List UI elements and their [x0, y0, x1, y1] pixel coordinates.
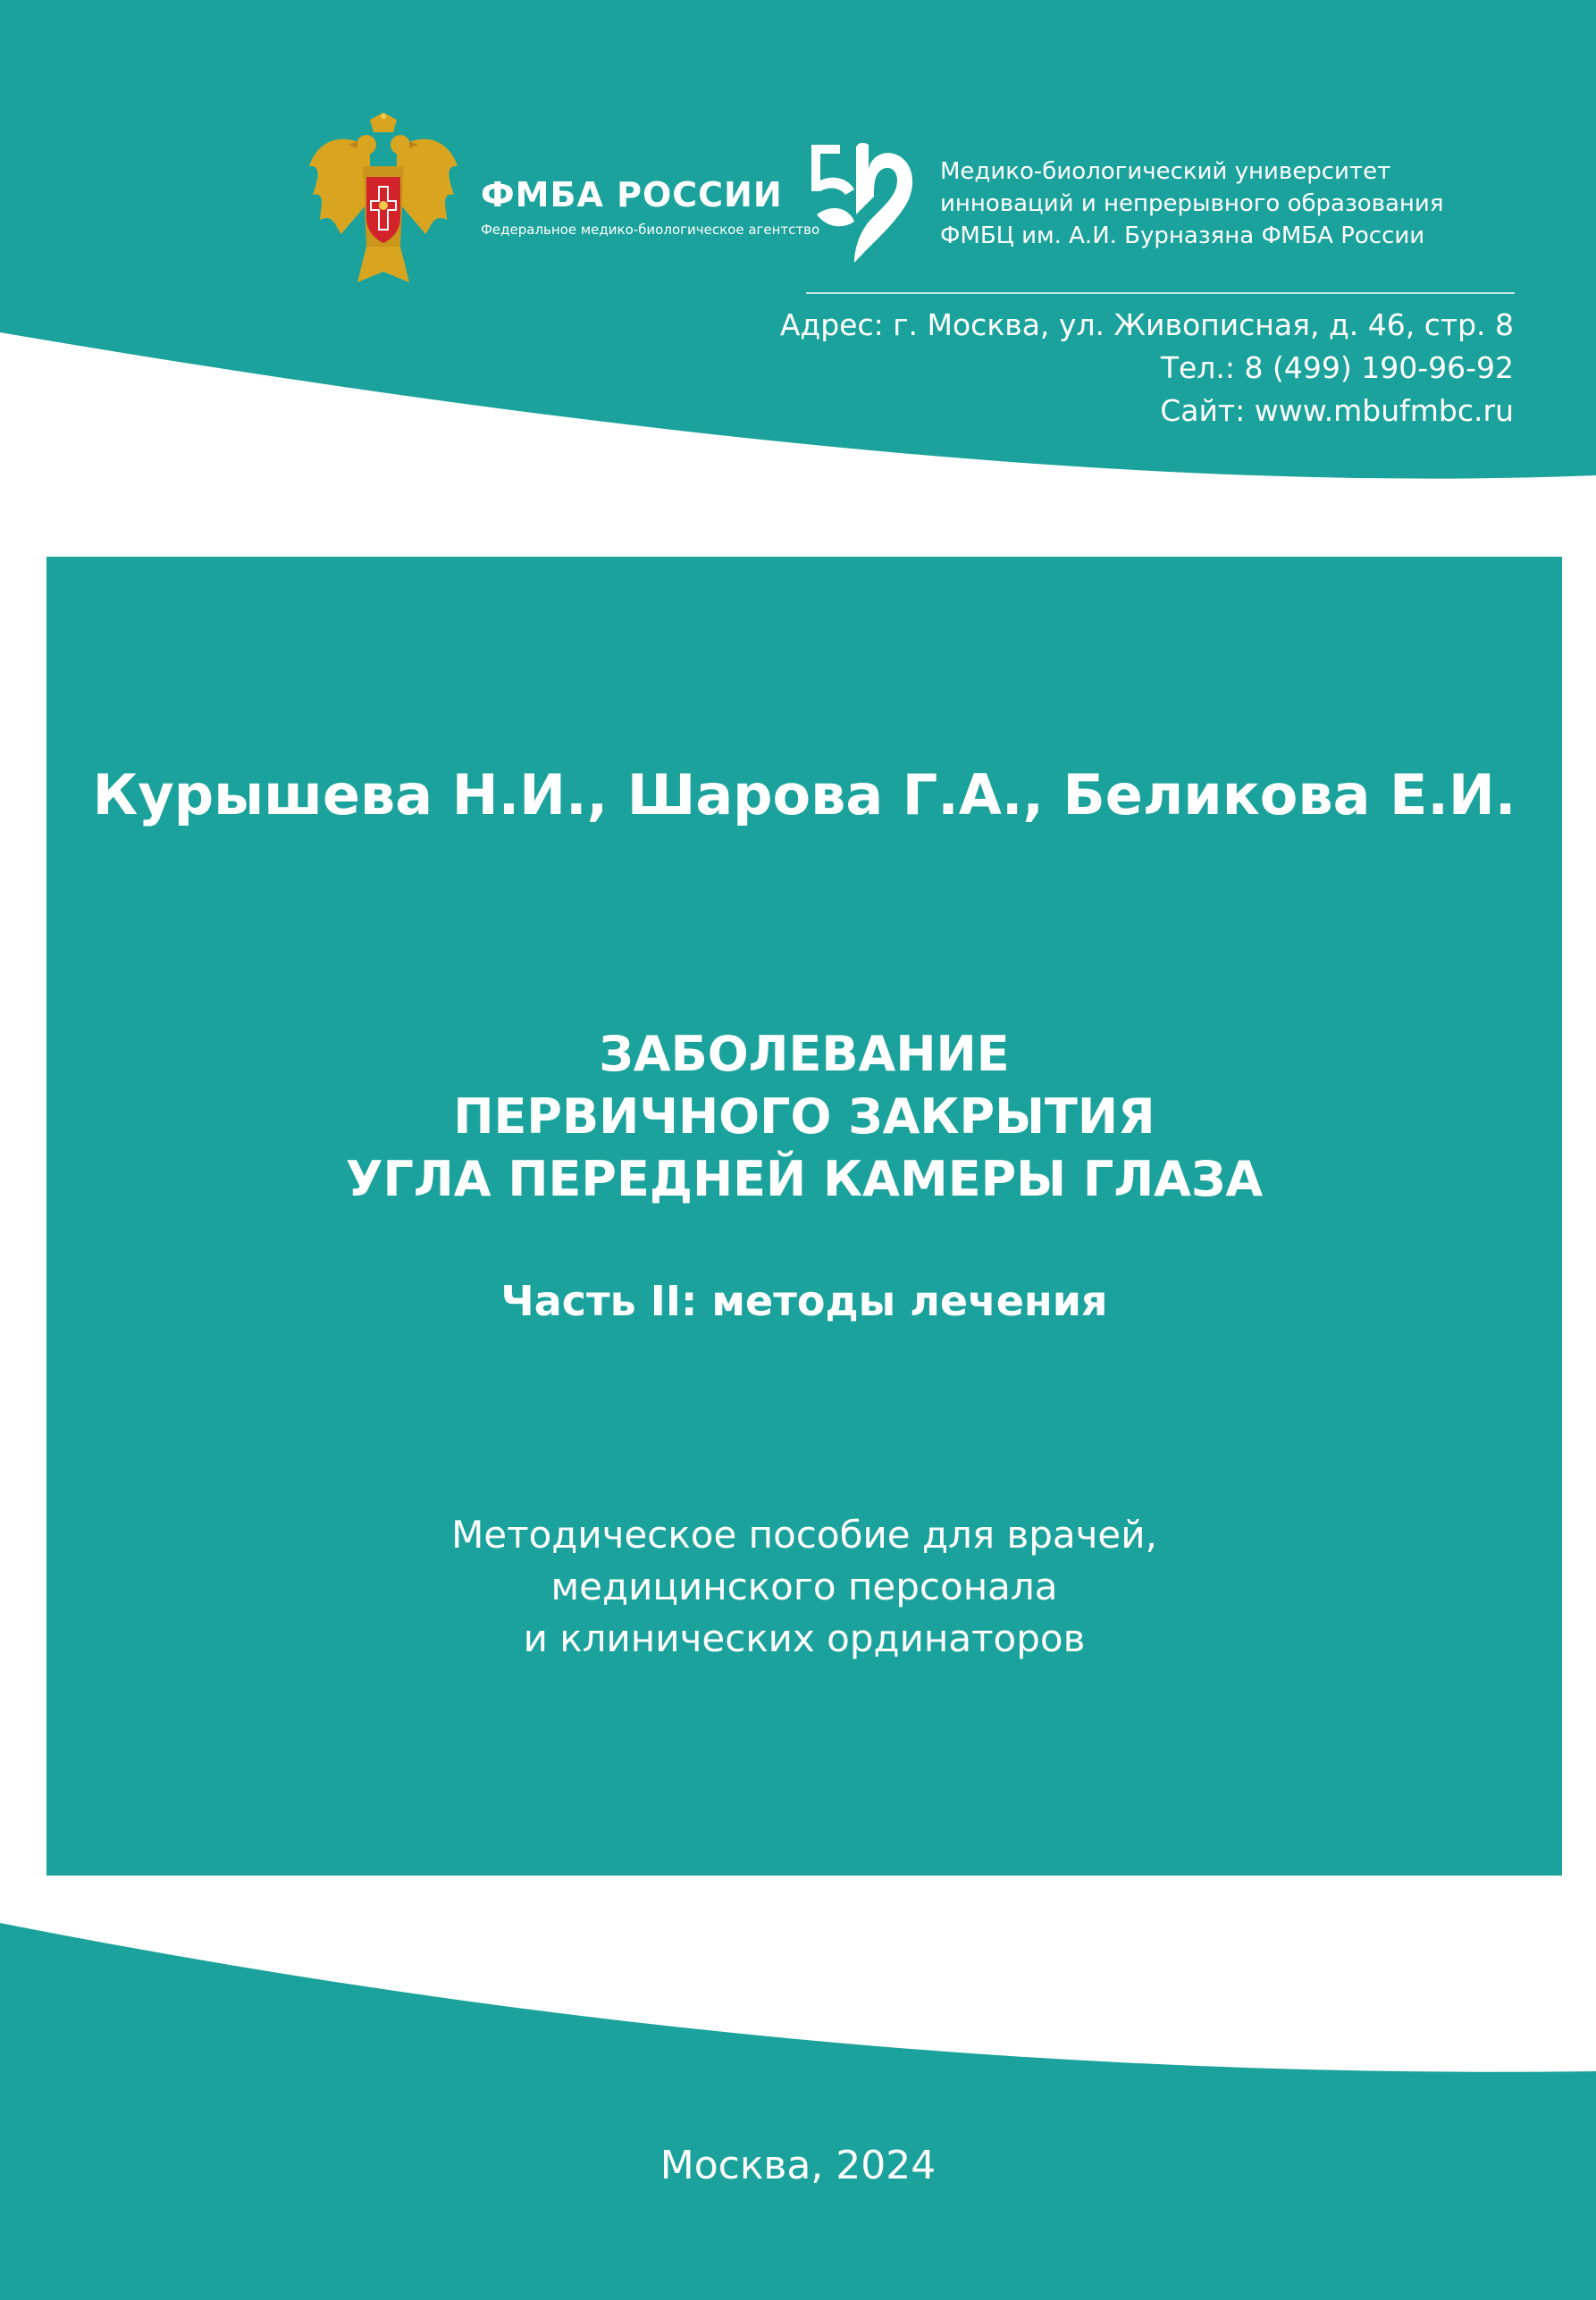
university-name-line: Медико-биологический университет: [940, 158, 1391, 185]
authors: Курышева Н.И., Шарова Г.А., Беликова Е.И.: [92, 762, 1516, 827]
fifty-years-logo-icon: [804, 141, 920, 266]
part-subtitle: Часть II: методы лечения: [500, 1277, 1108, 1325]
footer-wave: [0, 1923, 1596, 2300]
header-divider: [806, 292, 1515, 294]
fmba-name: ФМБА РОССИИ: [481, 175, 783, 214]
title-line: ПЕРВИЧНОГО ЗАКРЫТИЯ: [453, 1088, 1155, 1145]
city-year: Москва, 2024: [659, 2143, 937, 2188]
university-name-line: ФМБЦ им. А.И. Бурназяна ФМБА России: [940, 222, 1425, 249]
document-description: [46, 1509, 1562, 1665]
university-name: [940, 155, 1443, 252]
cover-panel: [46, 557, 1562, 1876]
double-headed-eagle-emblem-icon: [307, 113, 459, 288]
fmba-logo: [307, 113, 820, 288]
description-line: медицинского персонала: [550, 1565, 1058, 1608]
title-line: ЗАБОЛЕВАНИЕ: [599, 1026, 1010, 1082]
university-name-line: инноваций и непрерывного образования: [940, 190, 1444, 217]
description-line: Методическое пособие для врачей,: [451, 1513, 1157, 1557]
website[interactable]: Сайт: www.mbufmbc.ru: [1160, 393, 1514, 428]
address: Адрес: г. Москва, ул. Живописная, д. 46, стр. 8: [779, 307, 1514, 342]
document-title: [46, 1023, 1562, 1211]
description-line: и клинических ординаторов: [523, 1616, 1086, 1660]
phone: Тел.: 8 (499) 190-96-92: [1160, 350, 1514, 385]
title-line: УГЛА ПЕРЕДНЕЙ КАМЕРЫ ГЛАЗА: [345, 1151, 1264, 1207]
contacts: [780, 304, 1514, 432]
fmba-subtitle: Федеральное медико-биологическое агентство: [481, 222, 820, 238]
